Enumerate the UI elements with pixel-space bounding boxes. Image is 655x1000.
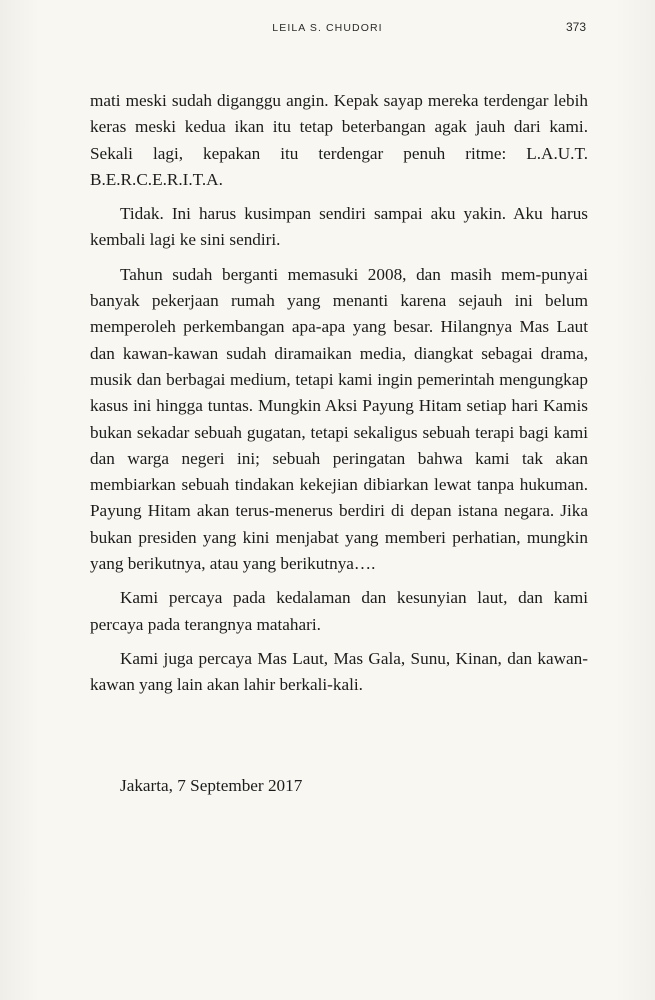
paragraph-4: Kami percaya pada kedalaman dan kesunyian laut, dan kami percaya pada terangnya matahari. bbox=[90, 588, 588, 634]
paragraph-3: Tahun sudah berganti memasuki 2008, dan masih mem-punyai banyak pekerjaan rumah yang menanti karena sejauh ini belum memperoleh perkembangan apa-apa yang besar. Hilangnya Mas Laut dan kawan-kawan sudah diramaikan media, diangkat sebagai drama, musik dan berbagai medium, tetapi kami ingin pemerintah mengungkap kasus ini hingga tuntas. Mungkin Aksi Payung Hitam setiap hari Kamis bukan sekadar sebuah gugatan, tetapi sekaligus sebuah terapi bagi kami dan warga negeri ini; sebuah peringatan bahwa kami tak akan membiarkan sebuah tindakan kekejian dibiarkan lewat tanpa hukuman. Payung Hitam akan terus-menerus berdiri di depan istana negara. Jika bukan presiden yang kini menjabat yang memberi perhatian, mungkin yang berikutnya, atau yang berikutnya…. bbox=[90, 264, 588, 574]
body-text bbox=[90, 88, 588, 707]
paragraph-2: Tidak. Ini harus kusimpan sendiri sampai aku yakin. Aku harus kembali lagi ke sini sendiri. bbox=[90, 204, 588, 250]
running-header-author: LEILA S. CHUDORI bbox=[272, 22, 383, 34]
paragraph-5: Kami juga percaya Mas Laut, Mas Gala, Sunu, Kinan, dan kawan-kawan yang lain akan lahir berkali-kali. bbox=[90, 648, 588, 695]
paragraph-1: mati meski sudah diganggu angin. Kepak sayap mereka terdengar lebih keras meski kedua ikan itu tetap beterbangan agak jauh dari kami. Sekali lagi, kepakan itu terdengar penuh ritme: L.A.U.T. B.E.R.C.E.R.I.T.A. bbox=[90, 91, 588, 189]
place-date-signoff: Jakarta, 7 September 2017 bbox=[120, 776, 303, 795]
page-number: 373 bbox=[565, 20, 586, 34]
